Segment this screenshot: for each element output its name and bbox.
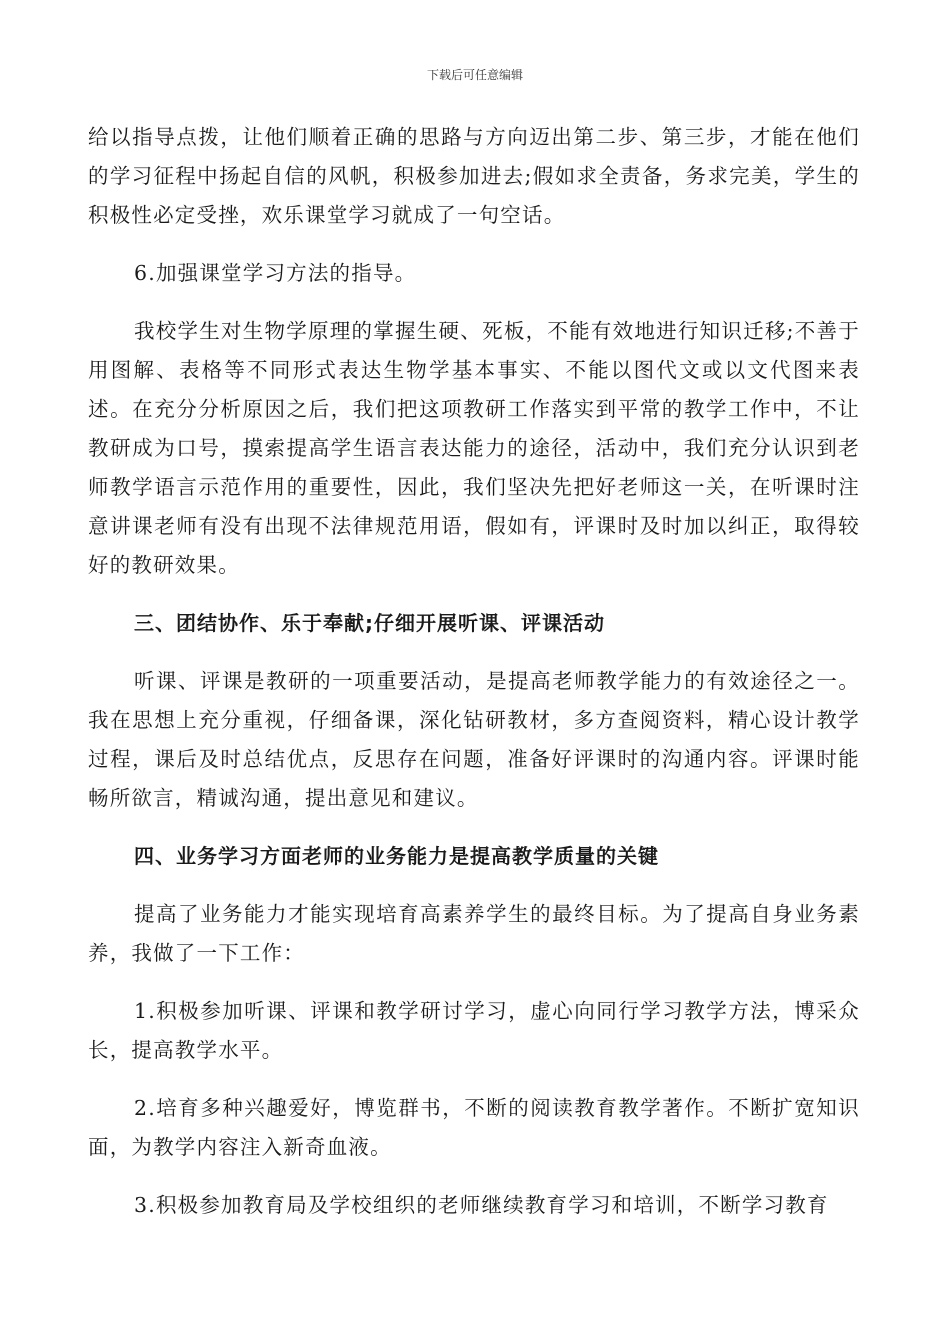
paragraph-continuation: 给以指导点拨，让他们顺着正确的思路与方向迈出第二步、第三步，才能在他们的学习征程中扬起自信的风帆，积极参加进去;假如求全责备，务求完美，学生的积极性必定受挫，欢乐课堂学习就成了一句空话。 bbox=[88, 125, 860, 227]
paragraph-item-2: 2.培育多种兴趣爱好，博览群书，不断的阅读教育教学著作。不断扩宽知识面，为教学内容注入新奇血液。 bbox=[88, 1096, 860, 1159]
document-body bbox=[88, 118, 860, 1244]
paragraph-biology-principles: 我校学生对生物学原理的掌握生硬、死板，不能有效地进行知识迁移;不善于用图解、表格等不同形式表达生物学基本事实、不能以图代文或以文代图来表述。在充分分析原因之后，我们把这项教研工作落实到平常的教学工作中，不让教研成为口号，摸索提高学生语言表达能力的途径，活动中，我们充分认识到老师教学语言示范作用的重要性，因此，我们坚决先把好老师这一关，在听课时注意讲课老师有没有出现不法律规范用语，假如有，评课时及时加以纠正，取得较好的教研效果。 bbox=[88, 319, 860, 577]
section-heading-4: 四、业务学习方面老师的业务能力是提高教学质量的关键 bbox=[134, 844, 659, 868]
paragraph-lesson-evaluation: 听课、评课是教研的一项重要活动，是提高老师教学能力的有效途径之一。我在思想上充分重视，仔细备课，深化钻研教材，多方查阅资料，精心设计教学过程，课后及时总结优点，反思存在问题，准备好评课时的沟通内容。评课时能畅所欲言，精诚沟通，提出意见和建议。 bbox=[88, 669, 860, 810]
paragraph-item-1: 1.积极参加听课、评课和教学研讨学习，虚心向同行学习教学方法，博采众长，提高教学水平。 bbox=[88, 999, 860, 1062]
paragraph-item-6: 6.加强课堂学习方法的指导。 bbox=[134, 261, 417, 285]
paragraph-business-ability: 提高了业务能力才能实现培育高素养学生的最终目标。为了提高自身业务素养，我做了一下工作： bbox=[88, 902, 860, 965]
page-header: 下载后可任意编辑 bbox=[426, 68, 523, 82]
paragraph-item-3: 3.积极参加教育局及学校组织的老师继续教育学习和培训，不断学习教育 bbox=[134, 1193, 829, 1217]
section-heading-3: 三、团结协作、乐于奉献;仔细开展听课、评课活动 bbox=[134, 611, 605, 635]
